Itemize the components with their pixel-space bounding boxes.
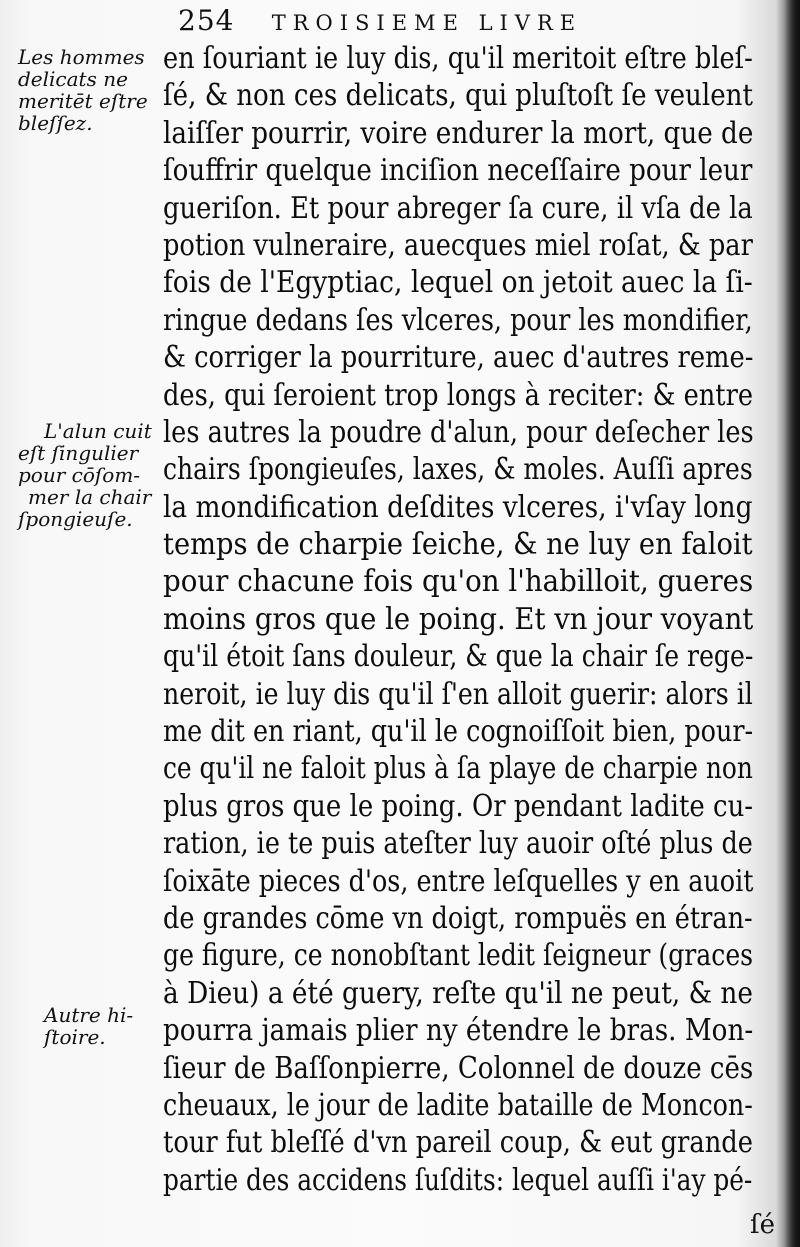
text-line: ration, ie te puis ateſter luy auoir oſté plus de bbox=[163, 826, 753, 862]
text-line: ringue dedans ſes vlceres, pour les mondifier, bbox=[163, 302, 753, 338]
text-line: gueriſon. Et pour abreger ſa cure, il vſa de la bbox=[163, 190, 753, 226]
running-title: TROISIEME LIVRE bbox=[271, 11, 583, 35]
text-line: fois de l'Egyptiac, lequel on jetoit auec la ſi- bbox=[163, 265, 753, 301]
text-line: temps de charpie ſeiche, & ne luy en faloit bbox=[163, 527, 753, 563]
text-line: pour chacune fois qu'on l'habilloit, gueres bbox=[163, 564, 754, 600]
margin-note-line: Les hommes bbox=[18, 45, 145, 69]
text-line: à Dieu) a été guery, reſte qu'il ne peut, & ne bbox=[163, 975, 753, 1011]
margin-note-alun bbox=[18, 420, 154, 530]
page-edge-shadow bbox=[784, 0, 800, 1247]
text-line: de grandes cōme vn doigt, rompuës en étran- bbox=[163, 900, 753, 936]
main-text-block bbox=[163, 40, 753, 1199]
catchword: ſé bbox=[750, 1210, 776, 1240]
margin-note-line: eſt ſingulier bbox=[18, 441, 139, 465]
text-line: en ſouriant ie luy dis, qu'il meritoit eſtre bleſ- bbox=[163, 41, 753, 76]
text-line: ſé, & non ces delicats, qui pluſtoſt ſe veulent bbox=[163, 78, 753, 114]
text-line: ſoixāte pieces d'os, entre leſquelles y en auoit bbox=[163, 863, 754, 899]
text-line: ge figure, ce nonobſtant ledit ſeigneur (graces bbox=[163, 938, 754, 974]
text-line: chairs ſpongieuſes, laxes, & moles. Auſſi apres bbox=[163, 452, 753, 488]
margin-note-line: L'alun cuit bbox=[44, 419, 152, 443]
bleed-through-text bbox=[66, 640, 166, 930]
margin-note-delicats bbox=[18, 46, 154, 134]
margin-note-line: delicats ne bbox=[18, 67, 128, 91]
text-line: ce qu'il ne faloit plus à ſa playe de charpie non bbox=[163, 751, 753, 787]
margin-note-line: Autre hi- bbox=[44, 1003, 134, 1027]
text-line: pourra jamais plier ny étendre le bras. Mon- bbox=[163, 1013, 754, 1049]
text-line: tour fut bleſſé d'vn pareil coup, & eut grande bbox=[163, 1125, 753, 1161]
margin-note-line: bleſſez. bbox=[18, 111, 93, 135]
margin-note-line: pour cōſom- bbox=[18, 463, 141, 487]
text-line: cheuaux, le jour de ladite bataille de Moncon- bbox=[163, 1087, 753, 1123]
text-line: ſouffrir quelque inciſion neceſſaire pour leur bbox=[163, 153, 753, 189]
text-line: plus gros que le poing. Or pendant ladite cu- bbox=[163, 788, 754, 824]
text-line: laiſſer pourrir, voire endurer la mort, que de bbox=[163, 115, 754, 151]
text-line: des, qui ſeroient trop longs à reciter: & entre bbox=[163, 377, 754, 413]
text-line: partie des accidens ſuſdits: lequel auſſi i'ay pé- bbox=[163, 1162, 753, 1198]
margin-note-autre-histoire bbox=[18, 1004, 154, 1048]
margin-note-line: meritēt eſtre bbox=[18, 89, 148, 113]
text-line: moins gros que le poing. Et vn jour voyant bbox=[163, 601, 754, 637]
text-line: & corriger la pourriture, auec d'autres reme- bbox=[163, 340, 754, 376]
margin-note-line: mer la chair bbox=[28, 485, 152, 509]
text-line: neroit, ie luy dis qu'il ſ'en alloit guerir: alors il bbox=[163, 676, 753, 712]
text-line: potion vulneraire, auecques miel roſat, & par bbox=[163, 227, 753, 263]
text-line: les autres la poudre d'alun, pour deſecher les bbox=[163, 414, 754, 450]
text-line: me dit en riant, qu'il le cognoiſſoit bien, pour- bbox=[163, 714, 754, 750]
page-header bbox=[178, 4, 738, 40]
text-line: la mondification deſdites vlceres, i'vſay long bbox=[163, 489, 753, 525]
text-line: ſieur de Baſſonpierre, Colonnel de douze cēs bbox=[163, 1050, 754, 1086]
margin-note-line: ſtoire. bbox=[44, 1025, 106, 1049]
page-number: 254 bbox=[178, 4, 235, 37]
text-line: qu'il étoit ſans douleur, & que la chair ſe rege- bbox=[163, 639, 754, 675]
margin-note-line: ſpongieuſe. bbox=[18, 507, 133, 531]
